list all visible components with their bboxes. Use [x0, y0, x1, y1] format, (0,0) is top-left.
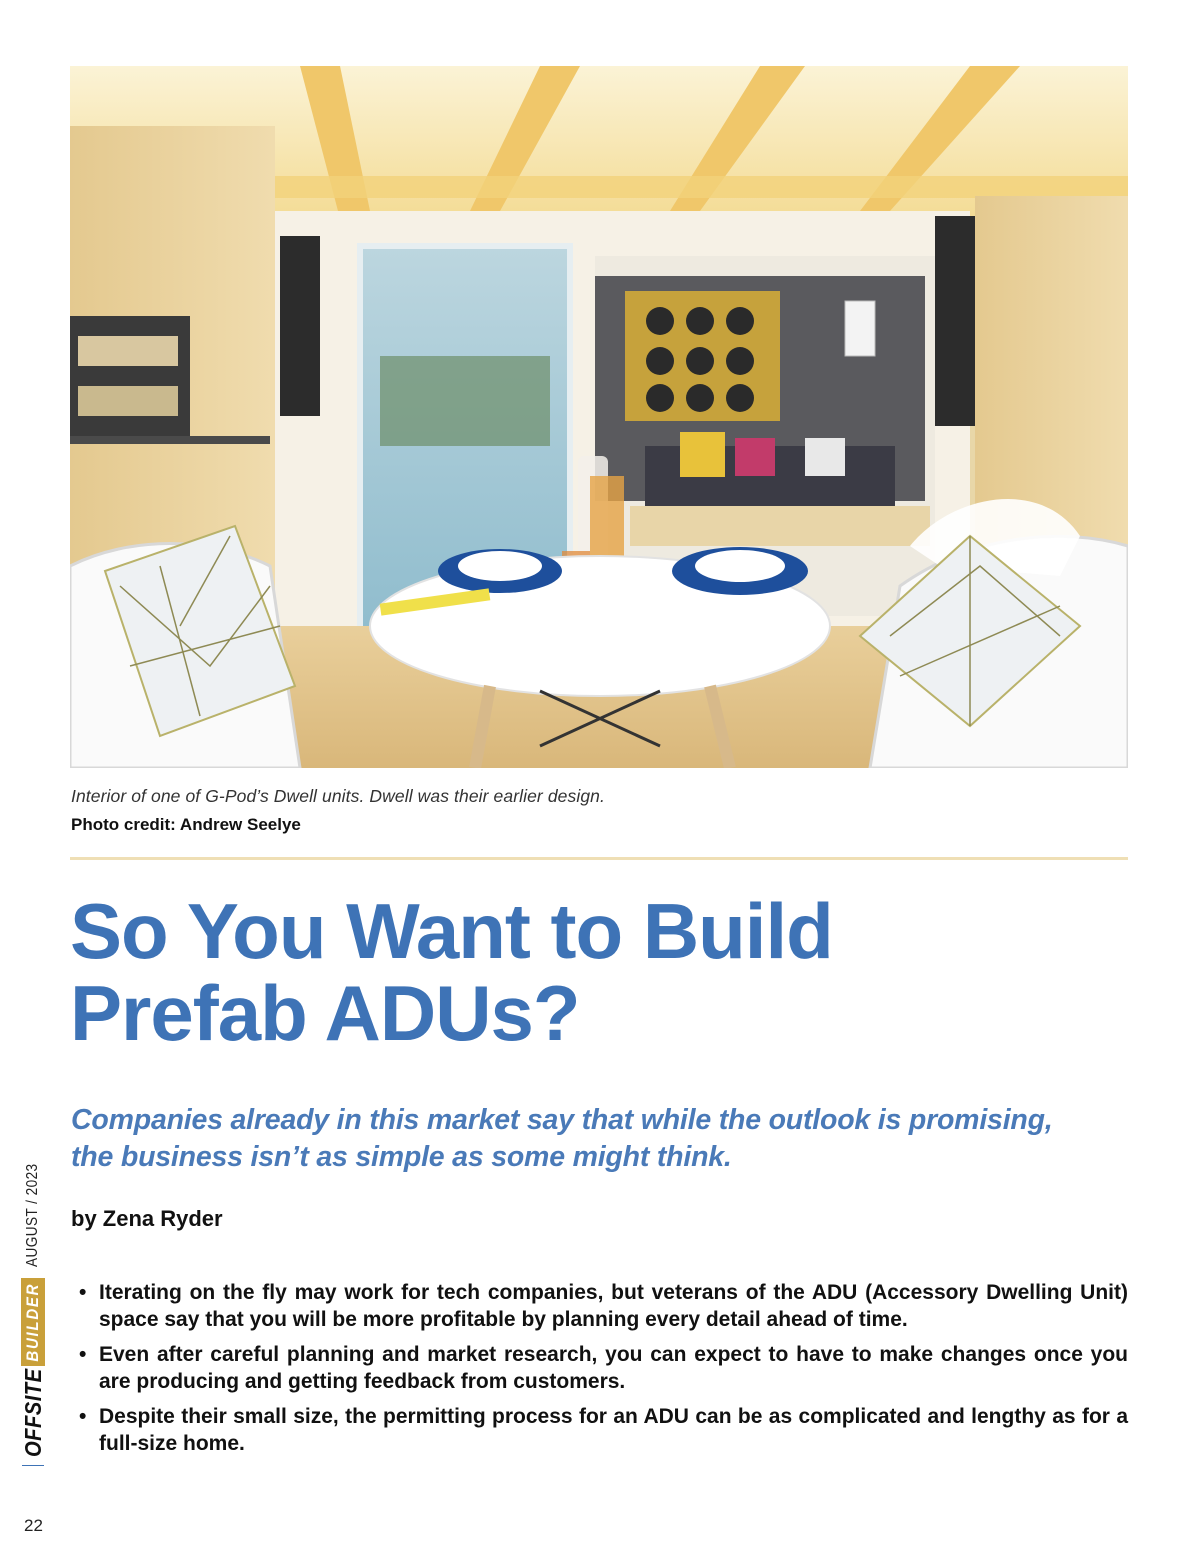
brand-builder: BUILDER [21, 1279, 45, 1367]
subtitle-line-1: Companies already in this market say that while the outlook is promising, [71, 1104, 1053, 1136]
bullet-glyph: • [79, 1281, 87, 1304]
key-points-list [79, 1279, 1128, 1465]
list-item [79, 1279, 1128, 1333]
title-line-1: So You Want to Build [70, 887, 833, 975]
bullet-glyph: • [79, 1405, 87, 1428]
list-item-text: Even after careful planning and market research, you can expect to have to make changes once you are producing and getting feedback from customers. [99, 1343, 1128, 1393]
sidebar-accent-bar [22, 1465, 44, 1466]
bullet-glyph: • [79, 1343, 87, 1366]
list-item [79, 1403, 1128, 1457]
title-line-2: Prefab ADUs? [70, 969, 580, 1057]
list-item [79, 1341, 1128, 1395]
issue-date: AUGUST / 2023 [24, 1163, 41, 1267]
photo-credit: Photo credit: Andrew Seelye [71, 815, 301, 834]
interior-photo-illustration [70, 66, 1128, 768]
list-item-text: Iterating on the fly may work for tech companies, but veterans of the ADU (Accessory Dwelling Unit) space say that you will be more profitable by planning every detail ahead of time. [99, 1281, 1128, 1331]
divider-rule [70, 857, 1128, 860]
brand-offsite: OFFSITE [19, 1368, 46, 1457]
subtitle-line-2: the business isn’t as simple as some might think. [71, 1141, 732, 1173]
article-subtitle [71, 1102, 1131, 1176]
list-item-text: Despite their small size, the permitting process for an ADU can be as complicated and lengthy as for a full-size home. [99, 1405, 1128, 1455]
author-byline: by Zena Ryder [71, 1206, 223, 1231]
magazine-sidebar [18, 1145, 48, 1466]
page-number: 22 [24, 1516, 43, 1535]
article-photo [70, 66, 1128, 768]
article-title [70, 887, 1130, 1057]
photo-caption: Interior of one of G-Pod’s Dwell units. Dwell was their earlier design. [71, 786, 605, 806]
